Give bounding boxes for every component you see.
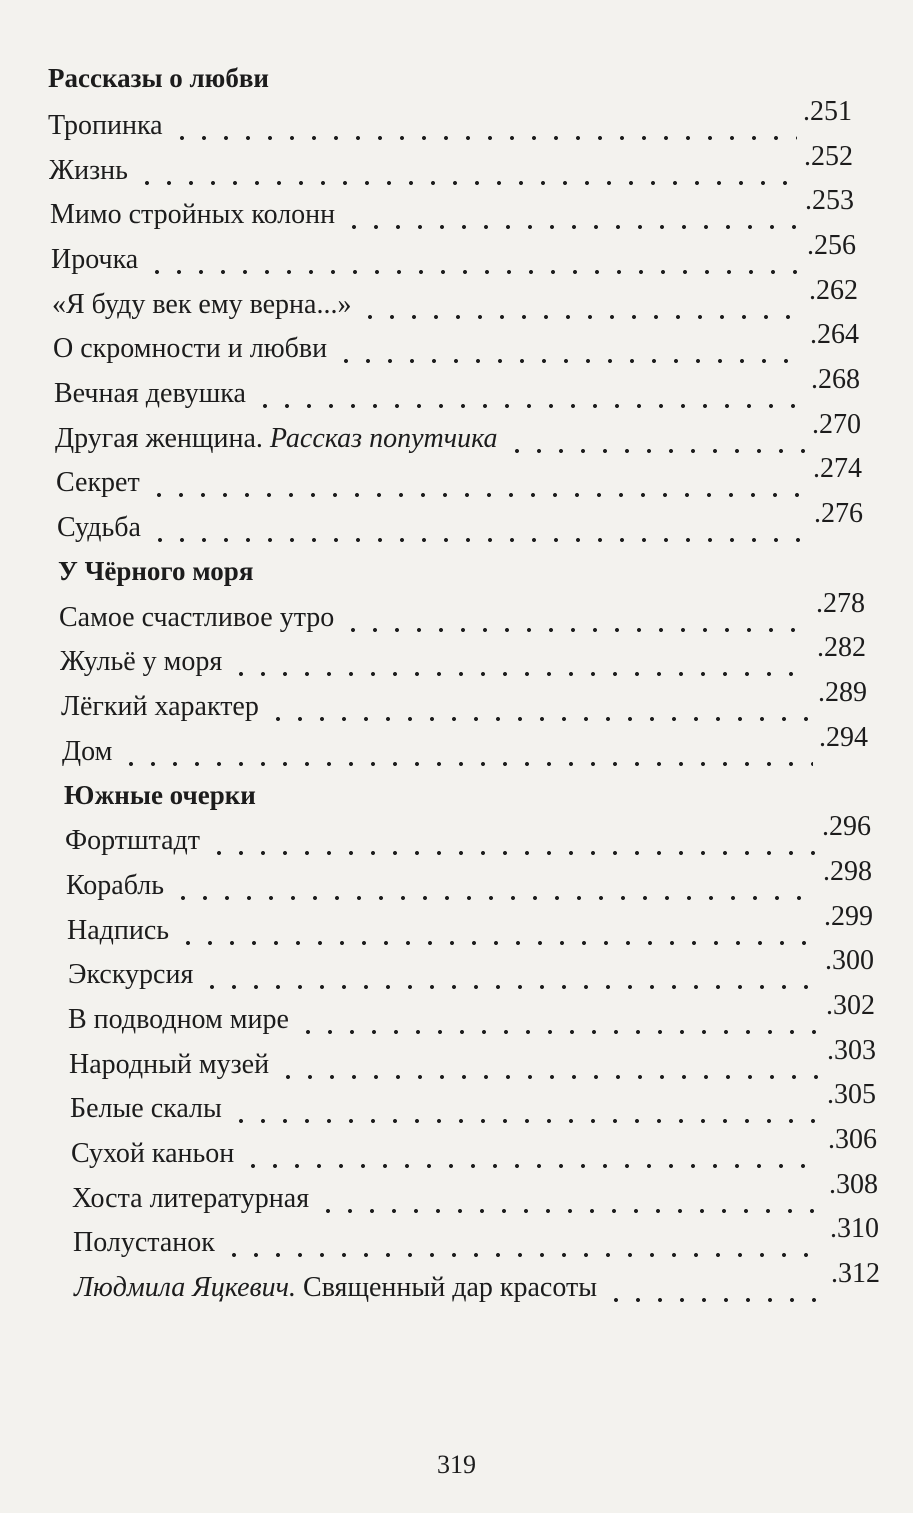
entry-title: [55, 423, 498, 455]
dot-leader: [172, 870, 817, 902]
dot-leader: [242, 1138, 822, 1170]
toc-entry: [65, 811, 871, 857]
toc-entry: [68, 990, 875, 1036]
afterword-title: Священный дар красоты: [303, 1272, 598, 1303]
entry-page: .251: [803, 96, 852, 127]
toc-entry: [66, 856, 872, 902]
section-heading: Рассказы о любви: [48, 63, 269, 93]
dot-leader: [146, 244, 801, 276]
section-heading: У Чёрного моря: [58, 556, 254, 586]
page-number: 319: [437, 1450, 476, 1479]
entry-page: .282: [817, 632, 866, 663]
toc-entry: [68, 945, 874, 991]
entry-page: .303: [827, 1035, 876, 1066]
dot-leader: [343, 199, 799, 231]
entry-title-main: Другая женщина.: [55, 423, 263, 454]
dot-leader: [297, 1004, 820, 1036]
entry-page: .308: [829, 1169, 878, 1200]
entry-title: Сухой каньон: [71, 1138, 235, 1169]
dot-leader: [148, 467, 807, 499]
entry-title: Корабль: [66, 870, 164, 901]
toc-entry: [49, 141, 853, 187]
entry-page: .278: [816, 588, 865, 619]
toc-entry: [69, 1035, 876, 1081]
dot-leader: [171, 110, 797, 142]
dot-leader: [317, 1183, 823, 1215]
entry-title: Экскурсия: [68, 959, 194, 990]
dot-leader: [342, 602, 810, 634]
entry-page: .268: [811, 364, 860, 395]
entry-page: .312: [831, 1258, 880, 1289]
toc-entry: [55, 409, 861, 455]
dot-leader: [177, 915, 818, 947]
entry-title: Жизнь: [49, 155, 128, 186]
entry-page: .300: [825, 945, 874, 976]
entry-page: .276: [814, 498, 863, 529]
dot-leader: [149, 512, 808, 544]
entry-title: О скромности и любви: [53, 333, 328, 364]
entry-page: .310: [830, 1213, 879, 1244]
dot-leader: [267, 691, 812, 723]
toc-entry: [54, 364, 860, 410]
entry-title: Лёгкий характер: [61, 691, 259, 722]
dot-leader: [136, 155, 798, 187]
dot-leader: [208, 825, 816, 857]
entry-title: Тропинка: [48, 110, 163, 141]
afterword-author: Людмила Яцкевич.: [74, 1272, 297, 1303]
entry-title: Хоста литературная: [72, 1183, 310, 1214]
toc-entry: [59, 588, 865, 634]
toc-entry: [67, 901, 873, 947]
toc-entry: [70, 1079, 876, 1125]
entry-title: Фортштадт: [65, 825, 201, 856]
entry-title: Надпись: [67, 915, 170, 946]
entry-title: Секрет: [56, 467, 140, 498]
toc-entry: [72, 1169, 878, 1215]
entry-title: В подводном мире: [68, 1004, 289, 1035]
toc-entry: [73, 1213, 879, 1259]
entry-page: .252: [804, 141, 853, 172]
entry-title: Вечная девушка: [54, 378, 246, 409]
entry-page: .274: [813, 453, 862, 484]
entry-page: .253: [805, 185, 854, 216]
section-heading: Южные очерки: [64, 780, 256, 810]
entry-page: .256: [807, 230, 856, 261]
dot-leader: [335, 333, 804, 365]
entry-title: Ирочка: [51, 244, 139, 275]
entry-title: Самое счастливое утро: [59, 602, 335, 633]
dot-leader: [277, 1049, 821, 1081]
entry-page: .298: [823, 856, 872, 887]
dot-leader: [230, 646, 811, 678]
toc-entry: [61, 677, 867, 723]
entry-subtitle: Рассказ попутчика: [269, 423, 498, 454]
entry-page: .262: [809, 275, 858, 306]
entry-title: Жульё у моря: [60, 646, 223, 677]
entry-page: .294: [819, 722, 868, 753]
toc-entry: [52, 275, 858, 321]
toc-entry-afterword: [74, 1258, 880, 1304]
entry-page: .264: [810, 319, 859, 350]
entry-page: .302: [826, 990, 875, 1021]
toc-entry: [62, 722, 868, 768]
entry-title: Мимо стройных колонн: [50, 199, 336, 230]
entry-page: .305: [827, 1079, 876, 1110]
toc-entry: [57, 498, 863, 544]
toc-entry: [56, 453, 862, 499]
entry-page: .270: [812, 409, 861, 440]
dot-leader: [223, 1227, 824, 1259]
dot-leader: [230, 1093, 821, 1125]
dot-leader: [120, 736, 813, 768]
entry-title: «Я буду век ему верна...»: [52, 289, 352, 320]
toc-entry: [71, 1124, 877, 1170]
toc-entry: [50, 185, 854, 231]
entry-page: .299: [824, 901, 873, 932]
dot-leader: [359, 289, 803, 321]
dot-leader: [254, 378, 805, 410]
dot-leader: [506, 423, 807, 455]
dot-leader: [605, 1272, 825, 1304]
entry-title: [74, 1272, 597, 1304]
entry-page: .289: [818, 677, 867, 708]
entry-title: Дом: [62, 736, 113, 767]
entry-title: Белые скалы: [70, 1093, 222, 1124]
toc-entry: [51, 230, 856, 276]
toc-entry: [60, 632, 866, 678]
toc-entry: [48, 96, 852, 142]
entry-page: .306: [828, 1124, 877, 1155]
entry-page: .296: [822, 811, 871, 842]
dot-leader: [201, 959, 819, 991]
entry-title: Полустанок: [73, 1227, 215, 1258]
toc-entry: [53, 319, 859, 365]
entry-title: Народный музей: [69, 1049, 270, 1080]
entry-title: Судьба: [57, 512, 141, 543]
